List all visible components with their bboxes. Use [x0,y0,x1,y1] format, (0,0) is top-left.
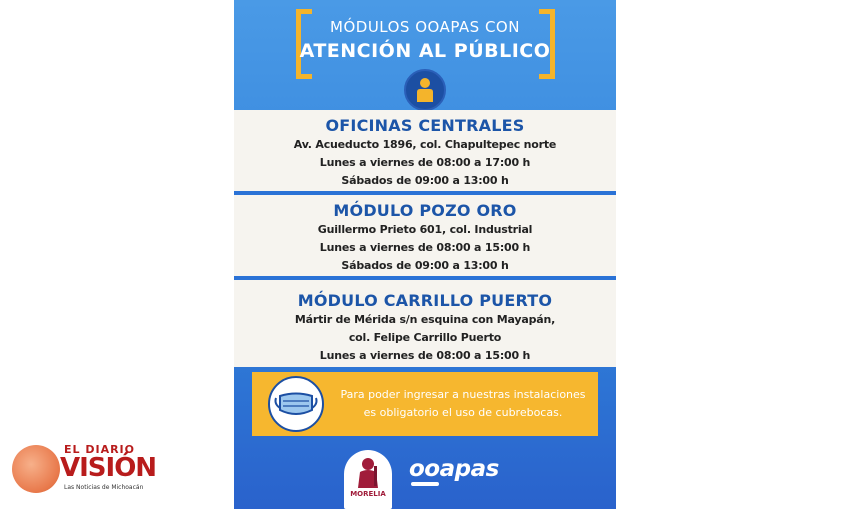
office-address: Guillermo Prieto 601, col. Industrial [317,223,533,236]
header-title: ATENCIÓN AL PÚBLICO [299,40,551,62]
office-hours-weekday: Lunes a viernes de 08:00 a 15:00 h [319,349,531,362]
watermark-sub-text: Las Noticias de Michoacán [64,484,144,491]
office-hours-weekday: Lunes a viernes de 08:00 a 17:00 h [319,156,531,169]
morelia-logo-text: MORELIA [350,490,386,498]
office-hours-saturday: Sábados de 09:00 a 13:00 h [341,174,509,187]
office-title: MÓDULO POZO ORO [333,201,517,220]
office-hours-weekday: Lunes a viernes de 08:00 a 15:00 h [319,241,531,254]
ooapas-logo-wave [411,482,439,486]
office-pozo-oro [234,195,616,276]
notice-line-1: Para poder ingresar a nuestras instalaciones [340,388,586,401]
notice-text [332,386,594,422]
office-address: Mártir de Mérida s/n esquina con Mayapán, [294,313,556,326]
office-hours-saturday: Sábados de 09:00 a 13:00 h [341,259,509,272]
morelia-logo [344,450,392,509]
office-address-colonia: col. Felipe Carrillo Puerto [348,331,502,344]
face-mask-icon [268,376,324,432]
watermark-logo [8,441,157,497]
watermark-circle-icon [12,445,60,493]
watermark-main-text: VISIÓN [60,453,157,483]
poster-header [234,0,616,110]
mask-notice [252,372,598,436]
office-title: MÓDULO CARRILLO PUERTO [297,291,553,310]
notice-line-2: es obligatorio el uso de cubrebocas. [363,406,563,419]
office-carrillo-puerto [234,280,616,367]
ooapas-logo: ooapas [409,456,499,482]
person-icon [404,69,446,111]
office-title: OFICINAS CENTRALES [325,116,525,135]
office-central [234,110,616,191]
info-poster [234,0,616,509]
watermark-top-text: EL DIARIO [64,443,136,456]
header-subtitle: MÓDULOS OOAPAS CON [330,18,520,36]
office-address: Av. Acueducto 1896, col. Chapultepec norte [293,138,557,151]
